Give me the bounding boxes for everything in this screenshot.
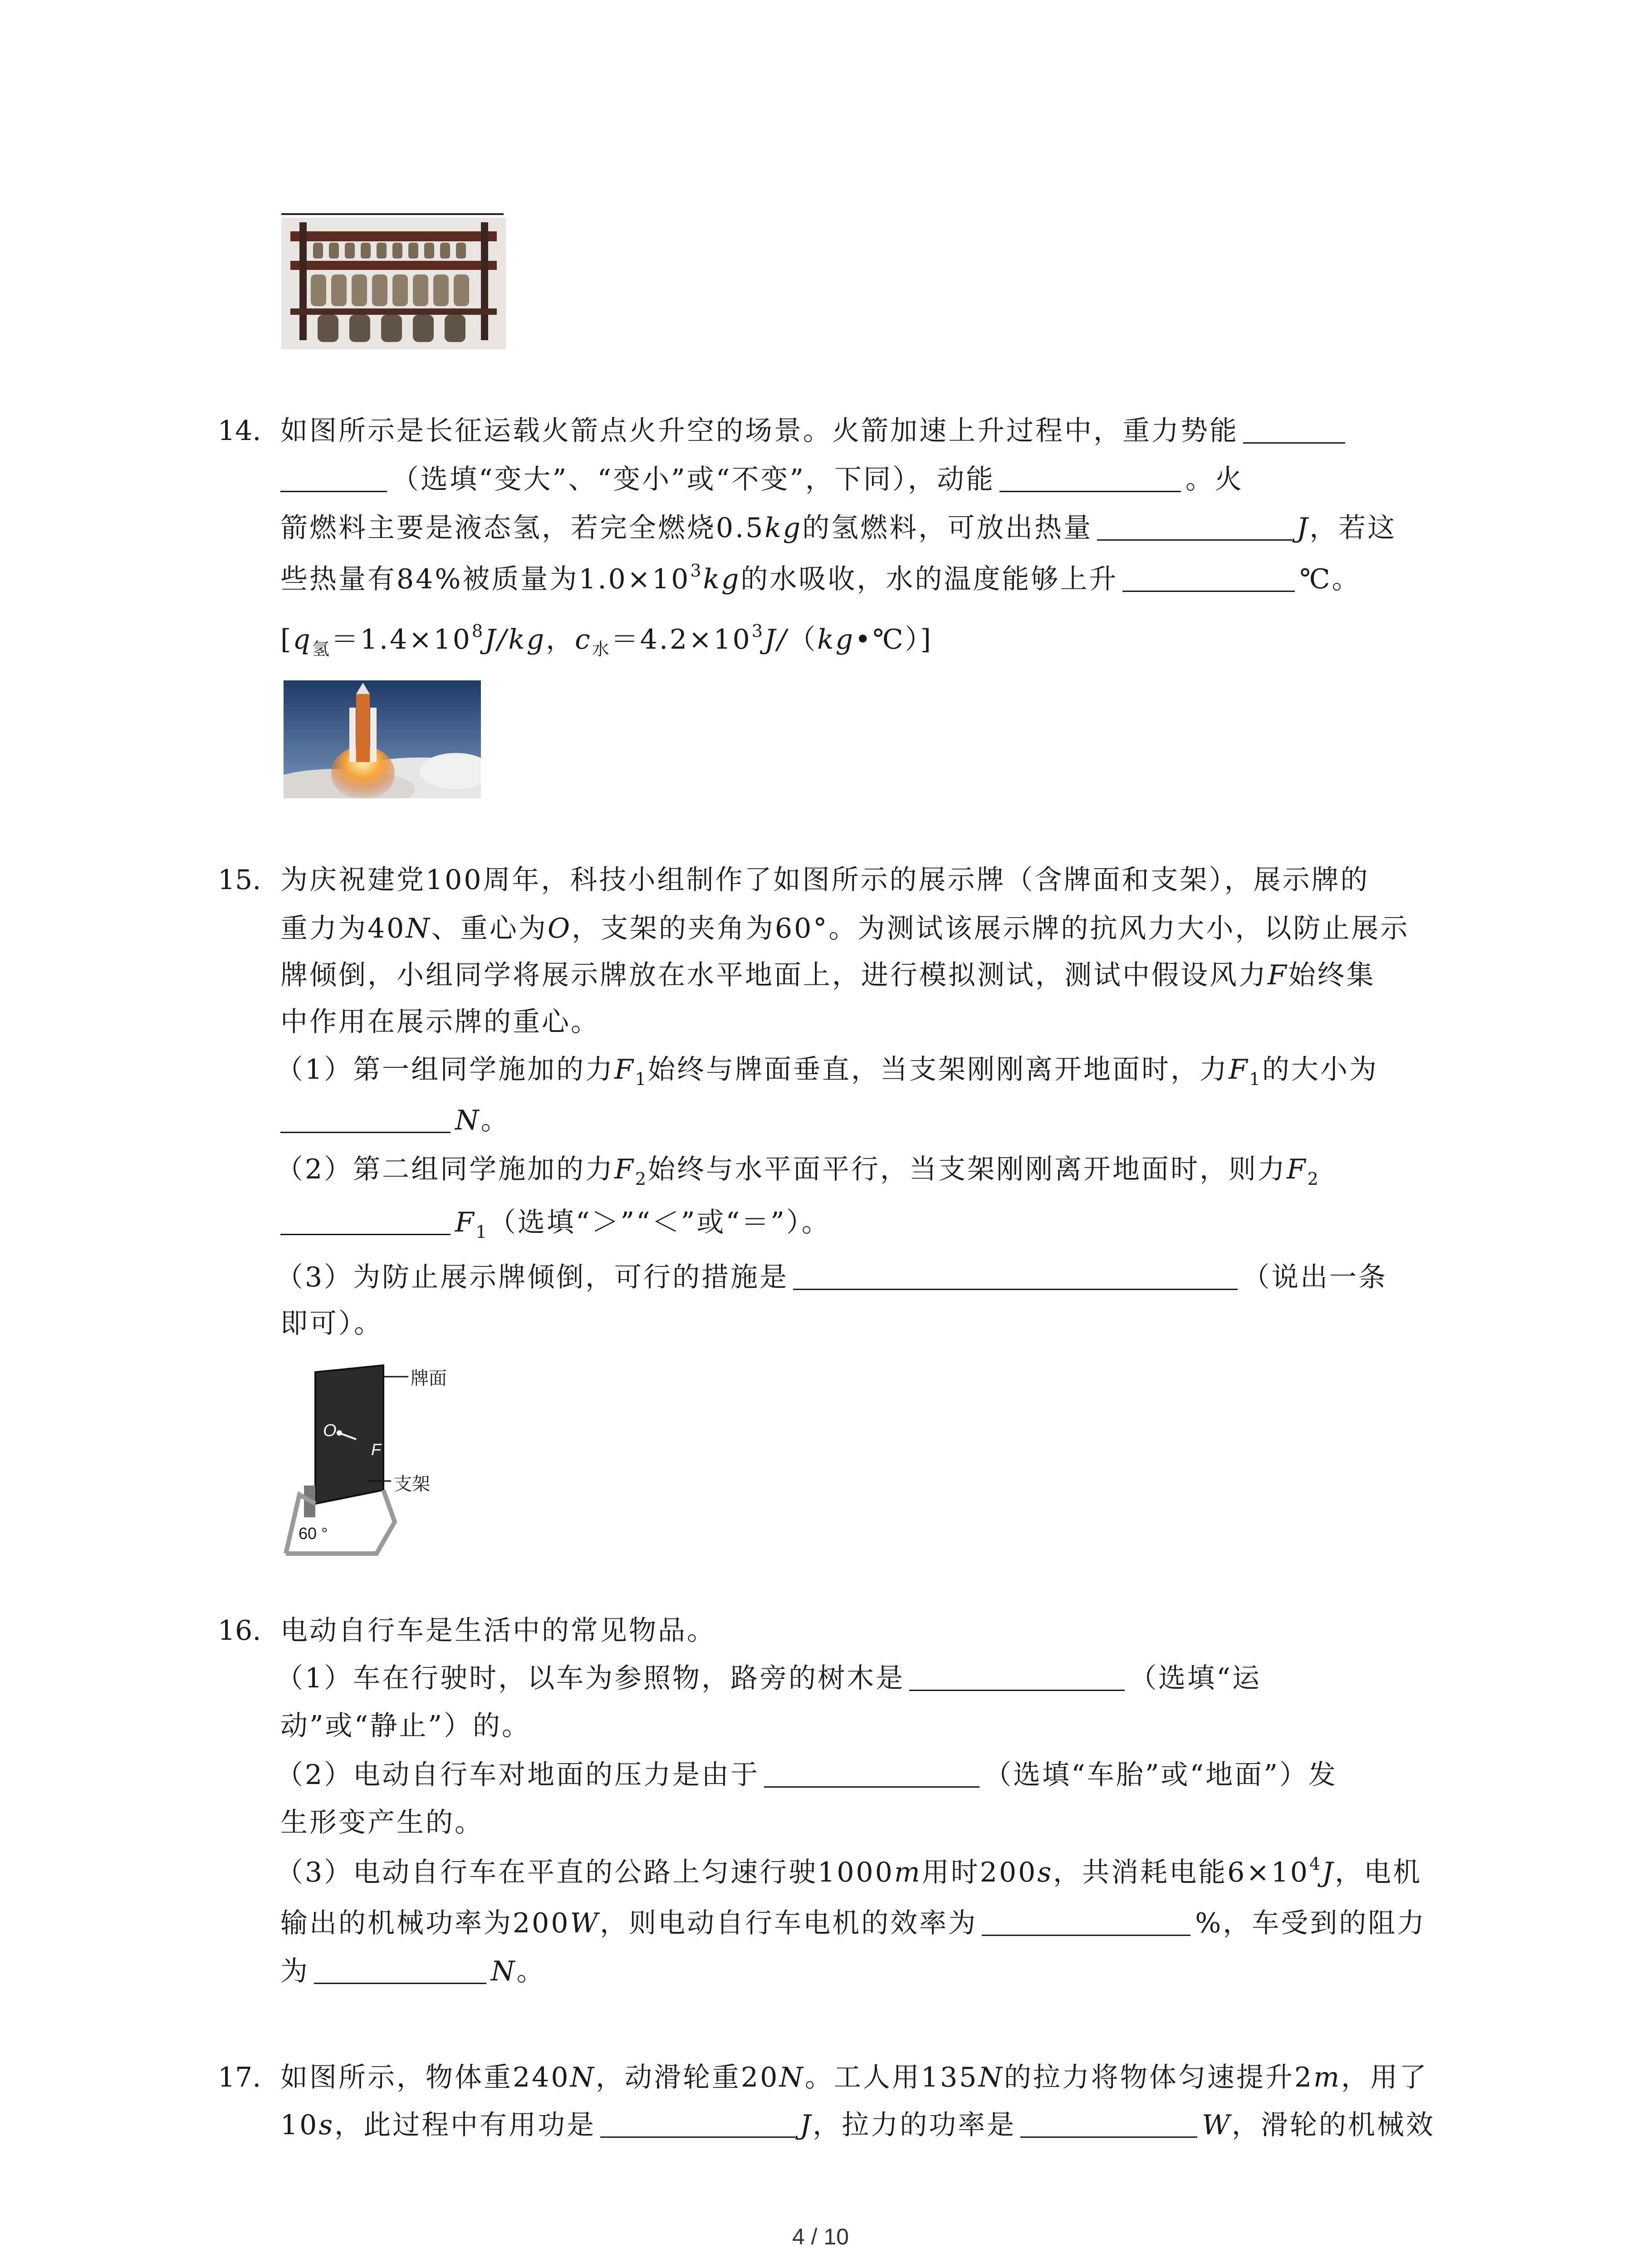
q15-text: （说出一条 xyxy=(1242,1261,1388,1293)
q16-text: 4 xyxy=(1309,1854,1323,1874)
q15-text: 始终与水平面平行，当支架刚刚离开地面时，则力 xyxy=(648,1154,1287,1185)
q16-text: m xyxy=(894,1857,922,1888)
q16-part-1-cont: 动”或“静止”）的。 xyxy=(280,1710,531,1742)
q15-text: 始终与牌面垂直，当支架刚刚离开地面时，力 xyxy=(648,1054,1229,1085)
q14-blank-3[interactable] xyxy=(1097,510,1292,541)
q15-text: 1 xyxy=(475,1222,489,1242)
q16-text: N xyxy=(491,1955,517,1987)
q15-text: F xyxy=(614,1054,635,1085)
q16-text: （3）电动自行车在平直的公路上匀速行驶1000 xyxy=(276,1857,894,1888)
q17-blank-2[interactable] xyxy=(1020,2107,1197,2138)
q16-text: 。 xyxy=(516,1955,546,1987)
q15-line-2 xyxy=(280,910,1409,947)
q15-text: ，支架的夹角为60°。为测试该展示牌的抗风力大小，以防止展示 xyxy=(572,913,1410,944)
q15-blank-3[interactable] xyxy=(793,1260,1238,1290)
q14-text: 氢 xyxy=(312,639,331,659)
q14-line-3 xyxy=(280,510,1396,546)
q15-text: N xyxy=(455,1105,481,1136)
q15-text: 2 xyxy=(1307,1169,1320,1189)
q14-text: ， xyxy=(546,624,575,655)
bianzhong-bells-figure xyxy=(281,218,506,349)
q15-part-1-answer xyxy=(280,1102,510,1139)
q16-text: J xyxy=(1322,1857,1335,1888)
question-number-14: 14. xyxy=(218,415,261,447)
q17-text: 。工人用135 xyxy=(804,2062,979,2093)
question-number-15: 15. xyxy=(218,864,261,896)
q14-text: 。火 xyxy=(1185,464,1244,495)
q14-text: （ xyxy=(788,624,818,655)
q17-text: N xyxy=(570,2062,596,2093)
q16-text: （1）车在行驶时，以车为参照物，路旁的树木是 xyxy=(276,1662,905,1694)
q16-part-3 xyxy=(276,1854,1422,1891)
q17-text: ，拉力的功率是 xyxy=(813,2109,1016,2141)
q17-line-2 xyxy=(280,2107,1435,2143)
q15-text: （3）为防止展示牌倾倒，可行的措施是 xyxy=(276,1261,789,1293)
q16-text: （选填“运 xyxy=(1129,1662,1261,1694)
q14-text: 的氢燃料，可放出热量 xyxy=(802,512,1093,544)
q14-text: kg xyxy=(764,512,803,544)
q15-text: 1 xyxy=(1249,1069,1262,1089)
q14-text: •℃）] xyxy=(855,624,933,655)
q14-text: 0.5 xyxy=(716,512,765,544)
q16-blank-4[interactable] xyxy=(314,1954,486,1984)
q15-text: 的大小为 xyxy=(1262,1054,1378,1085)
q17-text: ，用了 xyxy=(1341,2062,1429,2093)
q16-text: 输出的机械功率为200 xyxy=(280,1907,570,1939)
q14-text: [ xyxy=(280,624,293,655)
q17-text: ，动滑轮重20 xyxy=(596,2062,779,2093)
q17-text: ，此过程中有用功是 xyxy=(334,2109,596,2141)
q15-text: （1）第一组同学施加的力 xyxy=(276,1054,615,1085)
q15-text: （2）第二组同学施加的力 xyxy=(276,1154,615,1185)
q17-text: N xyxy=(978,2062,1004,2093)
q16-text: s xyxy=(1037,1857,1053,1888)
q17-text: 如图所示，物体重240 xyxy=(280,2062,570,2093)
q15-text: （选填“＞”“＜”或“＝”）。 xyxy=(488,1207,831,1238)
q14-text: 3 xyxy=(751,621,764,641)
q14-text: 些热量有84%被质量为1.0×10 xyxy=(280,563,691,595)
q16-part-1 xyxy=(276,1660,1261,1696)
q14-line-4 xyxy=(280,561,1361,597)
q17-blank-1[interactable] xyxy=(600,2107,795,2138)
q15-part-3 xyxy=(276,1259,1387,1295)
q14-text: ℃。 xyxy=(1299,563,1361,595)
q16-part-3-cont xyxy=(280,1905,1426,1941)
q14-text: ，若这 xyxy=(1309,512,1397,544)
wind-force-label: F xyxy=(371,1440,381,1459)
q15-text: 牌倾倒，小组同学将展示牌放在水平地面上，进行模拟测试，测试中假设风力 xyxy=(280,959,1268,991)
q14-line-1 xyxy=(280,413,1350,449)
question-number-17: 17. xyxy=(218,2062,261,2093)
q15-part-1 xyxy=(276,1051,1378,1088)
q15-line-4: 中作用在展示牌的重心。 xyxy=(280,1006,600,1038)
question-number-16: 16. xyxy=(218,1615,261,1647)
q16-text: （选填“车胎”或“地面”）发 xyxy=(984,1759,1337,1791)
q15-text: 2 xyxy=(635,1169,648,1189)
q14-text: c xyxy=(575,624,592,655)
q16-blank-3[interactable] xyxy=(982,1906,1190,1936)
page-number: 4 / 10 xyxy=(792,2224,849,2249)
q17-text: 的拉力将物体匀速提升2 xyxy=(1004,2062,1314,2093)
q14-text: ＝4.2×10 xyxy=(611,624,752,655)
q15-text: F xyxy=(1229,1054,1249,1085)
q15-part-2-answer xyxy=(280,1204,831,1241)
q14-line-2 xyxy=(280,461,1244,498)
q16-text: ，电机 xyxy=(1335,1857,1422,1888)
q14-text: ＝1.4×10 xyxy=(331,624,472,655)
q14-line-5 xyxy=(280,621,933,658)
q16-text: W xyxy=(570,1907,600,1939)
q15-part-3-cont: 即可）。 xyxy=(280,1308,383,1339)
q17-text: s xyxy=(318,2109,335,2141)
q15-text: F xyxy=(614,1154,635,1185)
q15-text: F xyxy=(1268,959,1288,991)
q14-text: 3 xyxy=(690,561,703,581)
q15-blank-1[interactable] xyxy=(280,1103,451,1133)
q16-text: %，车受到的阻力 xyxy=(1195,1907,1426,1939)
q16-text: （2）电动自行车对地面的压力是由于 xyxy=(276,1759,760,1791)
stand-label: 支架 xyxy=(394,1474,430,1494)
q15-text: 1 xyxy=(635,1069,648,1089)
q16-text: 用时200 xyxy=(921,1857,1038,1888)
q14-text: J/ xyxy=(764,624,789,655)
q16-text: ，则电动自行车电机的效率为 xyxy=(600,1907,978,1939)
q14-blank-4[interactable] xyxy=(1122,562,1295,592)
q16-blank-2[interactable] xyxy=(764,1757,980,1788)
answer-line-previous xyxy=(281,213,504,215)
q17-text: m xyxy=(1313,2062,1342,2093)
rocket-launch-figure xyxy=(284,680,481,798)
board-face-label: 牌面 xyxy=(411,1369,447,1388)
angle-label: 60 ° xyxy=(299,1524,328,1543)
q15-text: 始终集 xyxy=(1288,959,1376,991)
q15-line-3 xyxy=(280,957,1376,993)
q17-text: J xyxy=(800,2109,813,2141)
q15-text: 。 xyxy=(480,1105,510,1136)
q17-text: N xyxy=(779,2062,805,2093)
q16-blank-1[interactable] xyxy=(909,1661,1125,1691)
q14-text: kg xyxy=(703,563,741,595)
q14-text: 8 xyxy=(471,621,485,641)
q14-text: J/kg xyxy=(485,624,546,655)
q14-blank-1a[interactable] xyxy=(1243,413,1345,444)
q17-text: 10 xyxy=(280,2109,319,2141)
q14-text: kg xyxy=(817,624,855,655)
q16-part-3-end xyxy=(280,1953,546,1989)
q15-part-2 xyxy=(276,1151,1320,1188)
q14-blank-2[interactable] xyxy=(999,462,1181,492)
q14-text: 水 xyxy=(592,639,611,659)
q15-line-1: 为庆祝建党100周年，科技小组制作了如图所示的展示牌（含牌面和支架），展示牌的 xyxy=(280,864,1370,896)
q17-text: W xyxy=(1202,2109,1232,2141)
q16-line-1: 电动自行车是生活中的常见物品。 xyxy=(280,1615,716,1647)
q14-text: J xyxy=(1297,512,1310,544)
q16-part-2-cont: 生形变产生的。 xyxy=(280,1807,484,1838)
q15-text: F xyxy=(1287,1154,1308,1185)
q15-text: 重力为40 xyxy=(280,913,406,944)
q14-text: 箭燃料主要是液态氢，若完全燃烧 xyxy=(280,512,716,544)
q15-text: N xyxy=(406,913,431,944)
q16-text: 为 xyxy=(280,1955,309,1987)
center-of-gravity-label: O xyxy=(323,1421,337,1440)
q14-text: 如图所示是长征运载火箭点火升空的场景。火箭加速上升过程中，重力势能 xyxy=(280,415,1239,447)
q14-text: （选填“变大”、“变小”或“不变”，下同），动能 xyxy=(392,464,995,495)
q16-text: ，共消耗电能6×10 xyxy=(1053,1857,1309,1888)
q17-text: ，滑轮的机械效 xyxy=(1231,2109,1435,2141)
q15-text: 、重心为 xyxy=(431,913,548,944)
display-board-figure xyxy=(272,1354,463,1567)
q17-line-1 xyxy=(280,2059,1428,2096)
q15-blank-2[interactable] xyxy=(280,1205,451,1235)
q14-text: 的水吸收，水的温度能够上升 xyxy=(740,563,1118,595)
q14-text: q xyxy=(293,624,312,655)
q16-part-2 xyxy=(276,1757,1337,1793)
q15-text: F xyxy=(455,1207,476,1238)
q14-blank-1b[interactable] xyxy=(280,462,387,492)
q15-text: O xyxy=(547,913,572,944)
